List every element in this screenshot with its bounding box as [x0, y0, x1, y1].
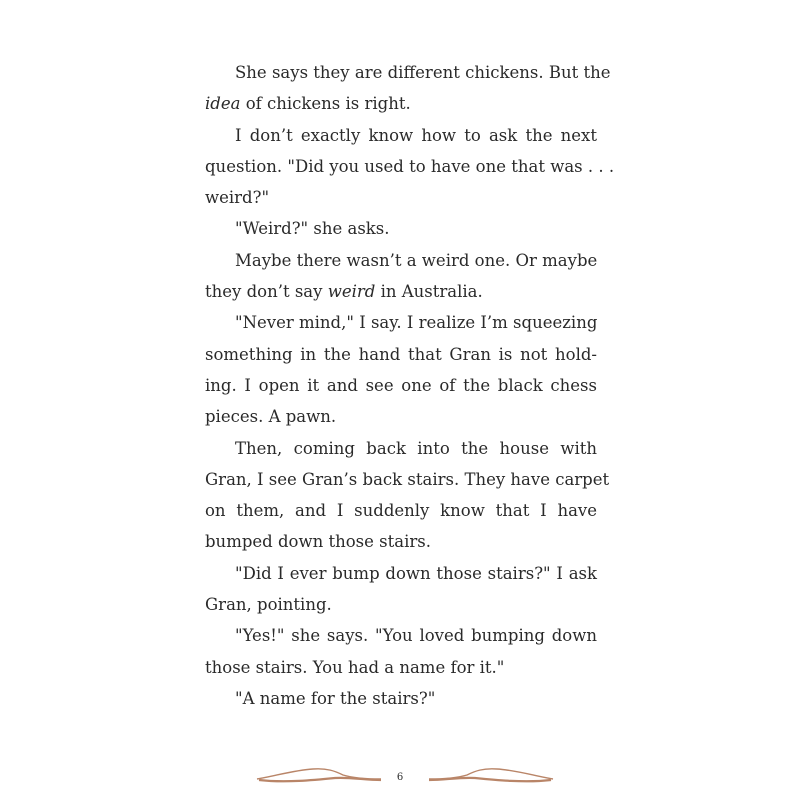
right-flourish-icon	[425, 766, 555, 796]
page-footer	[0, 766, 800, 796]
text-segment: Then, coming back into the house with	[235, 438, 597, 458]
text-segment: those stairs. You had a name for it."	[205, 657, 505, 677]
text-line	[205, 652, 597, 683]
text-segment: pieces. A pawn.	[205, 407, 337, 427]
text-line	[205, 370, 597, 401]
text-line	[205, 683, 597, 714]
text-line	[205, 245, 597, 276]
text-line	[205, 120, 597, 151]
text-segment: weird?"	[205, 188, 270, 208]
text-segment: question. "Did you used to have one that was . . .	[205, 156, 615, 176]
italic-word: weird	[327, 282, 376, 302]
text-segment: "Did I ever bump down those stairs?" I ask	[235, 563, 597, 583]
text-segment: I don’t exactly know how to ask the next	[235, 125, 597, 145]
text-line	[205, 620, 597, 651]
text-line	[205, 57, 611, 88]
body-text	[205, 57, 615, 714]
text-line	[205, 88, 597, 119]
text-segment: She says they are different chickens. But the	[235, 63, 611, 82]
text-line	[205, 276, 597, 307]
text-segment: ing. I open it and see one of the black chess	[205, 375, 597, 395]
text-segment: "Never mind," I say. I realize I’m squeezing	[235, 313, 598, 333]
text-line	[205, 433, 597, 464]
text-segment: bumped down those stairs.	[205, 532, 431, 552]
text-line	[205, 495, 597, 526]
text-segment: Gran, I see Gran’s back stairs. They have carpet	[205, 469, 610, 489]
text-segment: in Australia.	[375, 282, 483, 302]
text-segment: on them, and I suddenly know that I have	[205, 501, 597, 521]
text-line	[205, 307, 597, 338]
text-line	[205, 213, 597, 244]
left-flourish-icon	[255, 766, 385, 796]
text-segment: "Weird?" she asks.	[235, 219, 390, 239]
text-segment: they don’t say	[205, 282, 328, 302]
page-number: 6	[396, 772, 404, 783]
text-segment: something in the hand that Gran is not hold-	[205, 344, 597, 364]
text-line	[205, 558, 597, 589]
text-segment: "A name for the stairs?"	[235, 688, 436, 708]
text-line	[205, 464, 610, 495]
italic-word: idea	[205, 94, 241, 114]
text-segment: of chickens is right.	[240, 94, 411, 114]
text-segment: Gran, pointing.	[205, 595, 332, 615]
text-line	[205, 339, 597, 370]
text-segment: Maybe there wasn’t a weird one. Or maybe	[235, 250, 598, 270]
text-segment: "Yes!" she says. "You loved bumping down	[235, 626, 597, 646]
text-line	[205, 401, 597, 432]
text-line	[205, 589, 597, 620]
text-line	[205, 526, 597, 557]
text-line	[205, 151, 615, 182]
text-line	[205, 182, 597, 213]
